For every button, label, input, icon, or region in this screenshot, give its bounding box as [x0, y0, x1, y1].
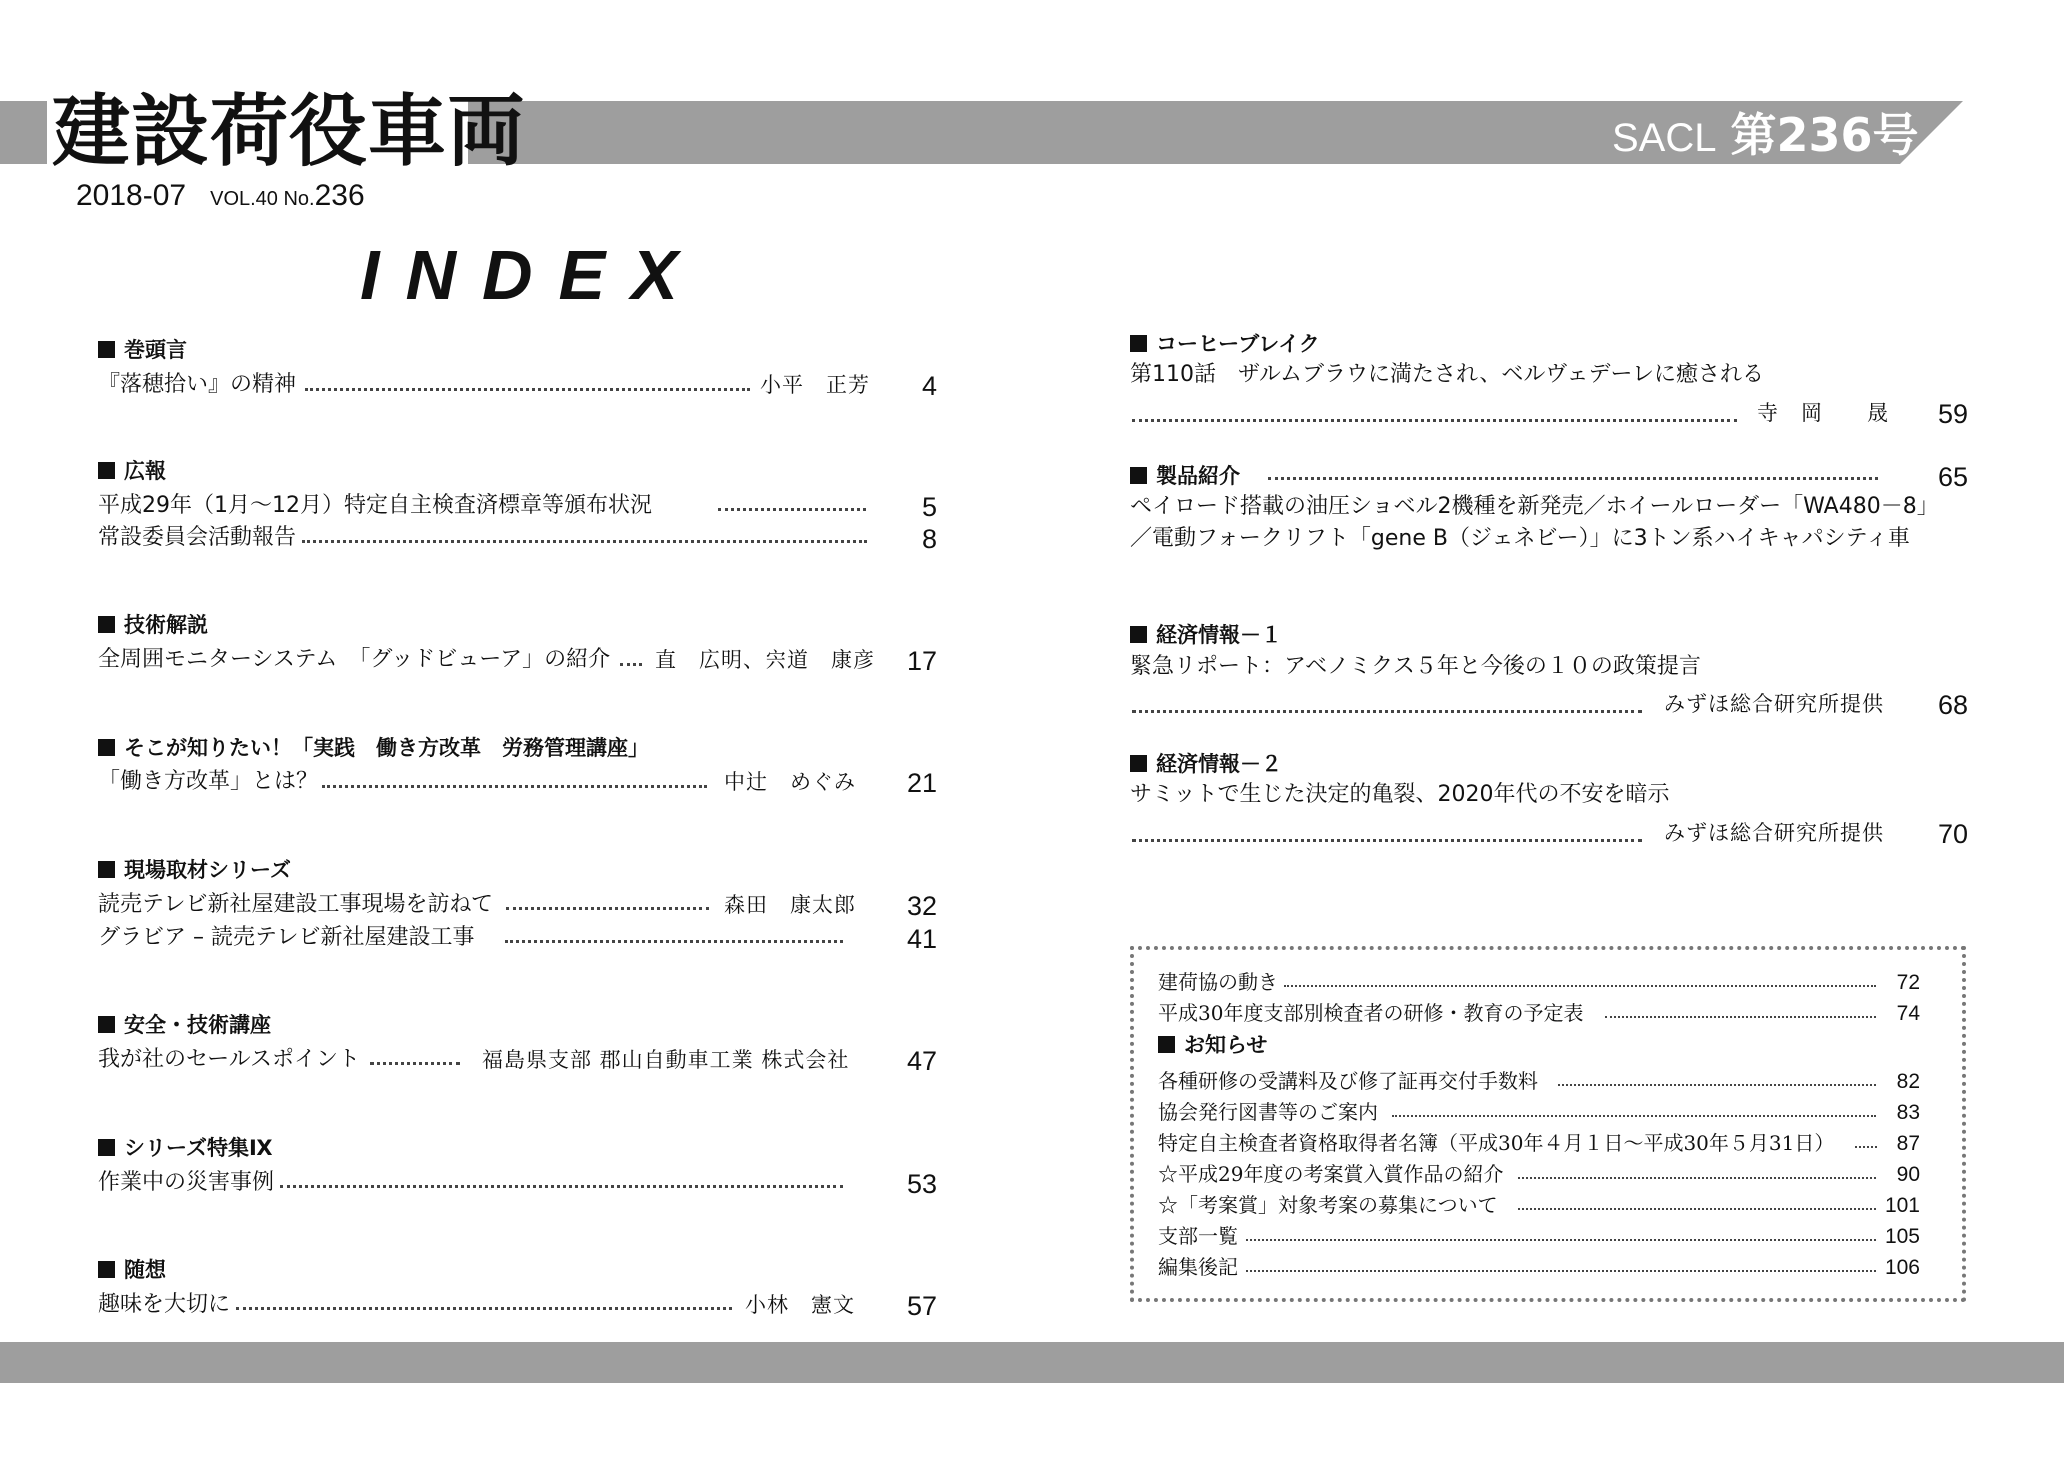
notice-item-page: 101 [1884, 1194, 1920, 1217]
toc-entry-author: 直 広明、宍道 康彦 [655, 648, 875, 672]
issue-date-line [76, 178, 365, 217]
square-bullet-icon [98, 861, 115, 878]
section-heading-koho: 広報 [98, 457, 166, 485]
notice-item-title[interactable]: 各種研修の受講料及び修了証再交付手数料 [1158, 1069, 1538, 1093]
issue-prefix: SACL [1612, 116, 1717, 160]
square-bullet-icon [1130, 755, 1147, 772]
square-bullet-icon [1158, 1036, 1175, 1053]
toc-entry-title[interactable]: ペイロード搭載の油圧ショベル2機種を新発売／ホイールローダー「WA480－8」 [1130, 494, 1939, 519]
toc-entry-title[interactable]: 緊急リポート：アベノミクス５年と今後の１０の政策提言 [1130, 654, 1701, 679]
dot-leader [305, 388, 750, 391]
footer-band [0, 1342, 2064, 1383]
toc-entry-page: 41 [906, 924, 937, 954]
dot-leader [1246, 1239, 1876, 1241]
section-heading-kantogen: 巻頭言 [98, 336, 187, 364]
dot-leader [1132, 710, 1642, 713]
notice-item-title[interactable]: 協会発行図書等のご案内 [1158, 1100, 1378, 1124]
square-bullet-icon [98, 616, 115, 633]
toc-entry-title[interactable]: 全周囲モニターシステム 「グッドビューア」の紹介 [98, 647, 611, 672]
dot-leader [1518, 1177, 1876, 1179]
issue-date: 2018-07 [76, 179, 187, 212]
section-heading-anzen-gijutsu: 安全・技術講座 [98, 1011, 271, 1039]
notice-item-title[interactable]: 編集後記 [1158, 1255, 1238, 1279]
issue-number: 第236号 [1730, 108, 1919, 162]
notice-item-page: 72 [1896, 971, 1920, 994]
dot-leader [1284, 985, 1876, 987]
section-heading-coffee-break: コーヒーブレイク [1130, 330, 1320, 358]
square-bullet-icon [1130, 335, 1147, 352]
dot-leader [1558, 1084, 1876, 1086]
toc-entry-title[interactable]: 読売テレビ新社屋建設工事現場を訪ねて [98, 892, 494, 917]
notice-item-title[interactable]: ☆平成29年度の考案賞入賞作品の紹介 [1158, 1162, 1504, 1186]
toc-entry-title[interactable]: 第110話 ザルムブラウに満たされ、ベルヴェデーレに癒される [1130, 362, 1765, 387]
square-bullet-icon [98, 341, 115, 358]
square-bullet-icon [98, 1016, 115, 1033]
square-bullet-icon [98, 1261, 115, 1278]
notice-item-title[interactable]: 支部一覧 [1158, 1224, 1238, 1248]
toc-entry-page: 4 [921, 371, 937, 401]
notice-item-title[interactable]: 建荷協の動き [1158, 970, 1278, 994]
dot-leader [280, 1185, 843, 1188]
square-bullet-icon [98, 739, 115, 756]
notice-item-page: 82 [1896, 1070, 1920, 1093]
toc-entry-page: 5 [921, 492, 937, 522]
toc-entry-author: みずほ総合研究所提供 [1664, 821, 1884, 845]
toc-entry-title[interactable]: サミットで生じた決定的亀裂、2020年代の不安を暗示 [1130, 782, 1670, 807]
dot-leader [302, 540, 867, 543]
dot-leader [1246, 1270, 1876, 1272]
dot-leader [718, 508, 866, 511]
toc-entry-title[interactable]: 作業中の災害事例 [98, 1170, 275, 1195]
notice-item-title[interactable]: ☆「考案賞」対象考案の募集について [1158, 1193, 1498, 1217]
toc-entry-author: 小平 正芳 [760, 373, 870, 397]
section-heading-gijutsu-kaisetsu: 技術解説 [98, 611, 208, 639]
dot-leader [1605, 1016, 1876, 1018]
toc-entry-author: 寺 岡 晟 [1757, 401, 1889, 425]
dot-leader [1268, 477, 1878, 480]
header-band-left [0, 101, 47, 164]
section-heading-genba-shuzai: 現場取材シリーズ [98, 856, 291, 884]
square-bullet-icon [98, 1139, 115, 1156]
dot-leader [1392, 1115, 1876, 1117]
toc-entry-title[interactable]: 常設委員会活動報告 [98, 525, 297, 550]
toc-entry-page: 68 [1937, 690, 1968, 720]
toc-entry-author: みずほ総合研究所提供 [1664, 692, 1884, 716]
toc-entry-title[interactable]: 趣味を大切に [98, 1292, 231, 1317]
dot-leader [1132, 839, 1642, 842]
toc-entry-author: 中辻 めぐみ [724, 770, 856, 794]
index-title: INDEX [360, 236, 704, 314]
toc-entry-author: 小林 憲文 [745, 1293, 855, 1317]
toc-entry-page: 32 [906, 891, 937, 921]
dot-leader [620, 663, 642, 666]
section-heading-economy-2: 経済情報－２ [1130, 750, 1282, 778]
toc-entry-title[interactable]: 「働き方改革」とは？ [98, 769, 319, 794]
toc-entry-page: 57 [906, 1291, 937, 1321]
dot-leader [1518, 1208, 1876, 1210]
toc-entry-page: 53 [906, 1169, 937, 1199]
toc-entry-author: 福島県支部 郡山自動車工業 株式会社 [482, 1048, 850, 1072]
toc-entry-author: 森田 康太郎 [724, 893, 856, 917]
notice-item-page: 106 [1884, 1256, 1920, 1279]
notice-item-page: 83 [1896, 1101, 1920, 1124]
notice-item-page: 87 [1896, 1132, 1920, 1155]
section-heading-product-intro: 製品紹介 [1130, 462, 1240, 490]
toc-entry-page: 47 [906, 1046, 937, 1076]
dot-leader [506, 907, 709, 910]
volume-number: 236 [314, 179, 365, 212]
toc-entry-title[interactable]: グラビア – 読売テレビ新社屋建設工事 [98, 925, 475, 950]
toc-entry-page: 65 [1937, 462, 1968, 492]
section-heading-economy-1: 経済情報－１ [1130, 621, 1282, 649]
section-heading-zuiso: 随想 [98, 1256, 166, 1284]
toc-entry-page: 8 [921, 524, 937, 554]
toc-entry-title[interactable]: 我が社のセールスポイント [98, 1047, 361, 1072]
toc-entry-page: 21 [906, 768, 937, 798]
notice-item-title[interactable]: 特定自主検査者資格取得者名簿（平成30年４月１日～平成30年５月31日） [1158, 1131, 1835, 1155]
toc-entry-page: 70 [1937, 819, 1968, 849]
dot-leader [322, 785, 707, 788]
volume-label: VOL.40 No. [210, 188, 315, 210]
notice-item-title[interactable]: 平成30年度支部別検査者の研修・教育の予定表 [1158, 1001, 1584, 1025]
dot-leader [1132, 419, 1737, 422]
notice-item-page: 74 [1896, 1002, 1920, 1025]
section-heading-work-style-reform: そこが知りたい！「実践 働き方改革 労務管理講座」 [98, 734, 649, 762]
magazine-title: 建設荷役車両 [52, 87, 527, 177]
dot-leader [370, 1062, 460, 1065]
notice-heading: お知らせ [1158, 1031, 1267, 1059]
toc-entry-title-continued[interactable]: ／電動フォークリフト「gene B（ジェネビー）」に3トン系ハイキャパシティ車 [1130, 526, 1910, 551]
toc-entry-title[interactable]: 『落穂拾い』の精神 [98, 372, 297, 397]
toc-entry-page: 17 [906, 646, 937, 676]
section-heading-series-tokushu: シリーズ特集Ⅸ [98, 1134, 272, 1162]
notice-item-page: 105 [1884, 1225, 1920, 1248]
notice-item-page: 90 [1896, 1163, 1920, 1186]
dot-leader [505, 940, 843, 943]
square-bullet-icon [1130, 626, 1147, 643]
square-bullet-icon [98, 462, 115, 479]
toc-entry-page: 59 [1937, 399, 1968, 429]
toc-entry-title[interactable]: 平成29年（1月～12月）特定自主検査済標章等頒布状況 [98, 493, 652, 518]
square-bullet-icon [1130, 467, 1147, 484]
dot-leader [236, 1307, 732, 1310]
issue-label [1612, 110, 1919, 160]
